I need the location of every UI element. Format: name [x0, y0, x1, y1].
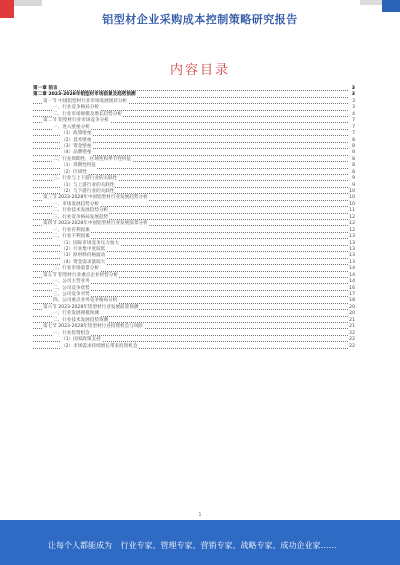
toc-entry-page: 8 [352, 150, 355, 156]
footer-slogan [48, 540, 337, 551]
toc-entry-page: 13 [349, 253, 355, 259]
toc-entry-page: 10 [349, 201, 355, 207]
toc-entry-label: 一、进入壁垒分析 [53, 124, 90, 130]
toc-entry-page: 8 [352, 137, 355, 143]
toc-entry-label: 三、行业竞争格局发展趋势 [53, 214, 109, 220]
toc-entry-page: 8 [352, 143, 355, 149]
toc-entry-page: 20 [349, 311, 355, 317]
toc-entry-label: （1）与上游行业的关联性 [61, 182, 115, 188]
toc-entry-label: 第六节 2023-2028年铝型材行业发展前景预测 [43, 304, 139, 310]
toc-entry-label: （1）政策壁垒 [61, 131, 92, 137]
toc-entry-label: 二、行业不利因素 [53, 234, 90, 240]
toc-entry-page: 20 [349, 304, 355, 310]
toc-entry-page: 3 [351, 86, 355, 91]
toc-entry-page: 11 [349, 208, 355, 214]
toc-entry-page: 9 [352, 182, 355, 188]
toc-entry-page: 22 [349, 343, 355, 349]
toc-entry-page: 17 [349, 292, 355, 297]
toc-entry-page: 8 [352, 169, 355, 175]
table-of-contents [33, 86, 355, 350]
toc-entry-page: 14 [349, 279, 355, 285]
toc-entry-label: 二、行业市场规模及增长趋势分析 [53, 111, 122, 117]
toc-entry-label: 第四节 2023-2028年中国铝型材行业发展前景分析 [43, 221, 148, 227]
toc-entry-label: 三、行业与上下游行业的关联性 [53, 176, 118, 182]
toc-entry-page: 14 [349, 272, 355, 278]
toc-entry[interactable] [33, 344, 355, 350]
toc-entry-label: （2）区域性 [61, 169, 87, 175]
toc-entry-page: 13 [349, 259, 355, 265]
toc-entry-label: （2）行业集中度较低 [61, 246, 106, 252]
toc-entry-label: 第三节 2023-2028年中国铝型材行业发展趋势分析 [43, 195, 148, 201]
header-decoration-gray-right [360, 0, 382, 5]
toc-entry-label: （1）国际市场竞争压力加大 [61, 240, 120, 246]
toc-entry-page: 10 [349, 189, 355, 194]
toc-entry-label: 三、公司竞争劣势 [53, 292, 90, 297]
toc-entry-label: 四、公司重点业务竞争格局分析 [53, 298, 118, 304]
toc-entry-label: 第二节 铝型材行业市场竞争分析 [43, 118, 109, 124]
header-decoration-gray [14, 0, 42, 6]
toc-entry-page: 12 [349, 221, 355, 227]
toc-entry-label: （1）周期性特征 [61, 163, 97, 169]
toc-entry-page: 13 [349, 240, 355, 246]
toc-entry-page: 9 [352, 176, 355, 182]
toc-entry-label: 一、行业投资机会 [53, 330, 90, 336]
toc-entry-page: 3 [351, 92, 355, 98]
toc-entry-label: 第一节 中国铝型材行业市场发展现状分析 [43, 98, 128, 104]
footer-banner [0, 520, 400, 565]
toc-entry-page: 13 [349, 246, 355, 252]
toc-entry-label: 一、公司主营业务 [53, 279, 90, 285]
toc-entry-page: 8 [352, 156, 355, 162]
toc-entry-page: 21 [349, 324, 355, 330]
toc-entry-label: 一、行业发展规模预测 [53, 311, 99, 317]
toc-entry-label: （4）资金需求量较大 [61, 259, 106, 265]
toc-entry-page: 12 [349, 227, 355, 233]
toc-entry-label: （2）与下游行业的关联性 [61, 189, 115, 194]
toc-entry-page: 4 [352, 111, 355, 117]
toc-entry-label: （3）资金壁垒 [61, 143, 92, 149]
report-title: 铝型材企业采购成本控制策略研究报告 [102, 13, 298, 26]
toc-entry-label: （1）国家政策支持 [61, 337, 101, 343]
toc-entry-page: 21 [349, 317, 355, 323]
toc-entry-page: 3 [352, 105, 355, 111]
toc-entry-page: 16 [349, 285, 355, 291]
toc-entry-page: 12 [349, 214, 355, 220]
toc-entry-label: （2）市场需求持续增长带来投资机会 [61, 343, 138, 349]
toc-entry-page: 3 [352, 98, 355, 104]
toc-entry-label: 第二章 2023-2028年铝型材市场前景及趋势预测 [33, 92, 136, 98]
toc-entry-label: （2）技术壁垒 [61, 137, 92, 143]
toc-entry-label: （3）原材料价格波动 [61, 253, 106, 259]
toc-entry-page: 14 [349, 266, 355, 272]
footer-lead: 让每个人都能成为 [48, 541, 112, 550]
toc-entry-page: 7 [352, 131, 355, 137]
footer-roles: 行业专家、管理专家、营销专家、战略专家、成功企业家…… [120, 541, 337, 550]
toc-entry-page: 22 [349, 330, 355, 336]
toc-entry-label: 二、公司竞争优势 [53, 285, 90, 291]
page-number: 1 [198, 512, 202, 518]
toc-entry-label: 一、市场发展趋势分析 [53, 201, 99, 207]
toc-entry-page: 22 [349, 337, 355, 343]
toc-entry-label: 第五节 铝型材行业重点企业经营分析 [43, 272, 118, 278]
page-header [0, 0, 400, 36]
toc-entry-page: 10 [349, 195, 355, 201]
toc-entry-page: 7 [352, 124, 355, 130]
toc-entry-page: 7 [352, 118, 355, 124]
toc-entry-label: 一、行业有利因素 [53, 227, 90, 233]
toc-entry-label: 第七节 2023-2028年铝型材行业投资机会与风险 [43, 324, 144, 330]
toc-entry-label: 二、行业周期性、区域性和季节性特征 [53, 156, 132, 162]
toc-entry-label: 二、行业技术发展趋势预测 [53, 317, 109, 323]
toc-entry-label: （4）品牌壁垒 [61, 150, 92, 156]
toc-heading: 内容目录 [169, 63, 230, 78]
toc-entry-label: 第一章 前言 [33, 86, 58, 91]
toc-entry-label: 一、行业竞争格局分析 [53, 105, 99, 111]
toc-entry-page: 13 [349, 234, 355, 240]
toc-entry-page: 8 [352, 163, 355, 169]
toc-entry-label: 二、行业技术发展趋势分析 [53, 208, 109, 214]
toc-entry-label: 三、行业市场前景分析 [53, 266, 99, 272]
toc-entry-page: 18 [349, 298, 355, 304]
